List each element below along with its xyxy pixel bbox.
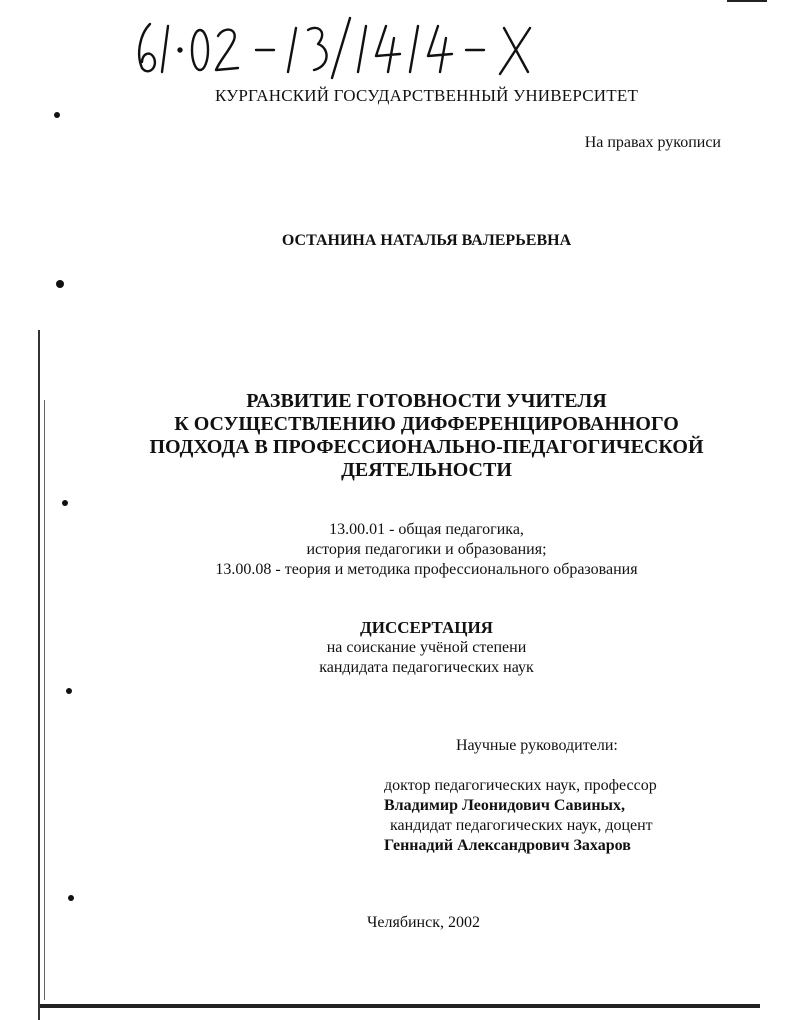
supervisors-heading: Научные руководители:: [456, 737, 618, 754]
supervisors-list: [384, 776, 657, 856]
dissertation-title: [30, 390, 793, 482]
handwritten-archive-number: [132, 14, 562, 80]
supervisor-name: Геннадий Александрович Захаров: [384, 837, 631, 854]
title-line: К ОСУЩЕСТВЛЕНИЮ ДИФФЕРЕНЦИРОВАННОГО: [174, 413, 679, 435]
document-type: ДИССЕРТАЦИЯ: [360, 618, 493, 637]
degree-block: [30, 618, 793, 678]
punch-hole-dot: [66, 688, 72, 694]
degree-line: на соискание учёной степени: [326, 639, 527, 656]
title-line: ДЕЯТЕЛЬНОСТИ: [341, 459, 512, 481]
degree-line: кандидата педагогических наук: [319, 659, 534, 676]
punch-hole-dot: [62, 500, 68, 506]
manuscript-rights-note: На правах рукописи: [584, 134, 721, 151]
specialty-line: 13.00.08 - теория и методика профессионального образования: [215, 561, 638, 578]
title-line: РАЗВИТИЕ ГОТОВНОСТИ УЧИТЕЛЯ: [246, 390, 607, 412]
specialty-line: 13.00.01 - общая педагогика,: [329, 521, 524, 538]
title-line: ПОДХОДА В ПРОФЕССИОНАЛЬНО-ПЕДАГОГИЧЕСКОЙ: [149, 436, 704, 458]
supervisor-name: Владимир Леонидович Савиных,: [384, 797, 626, 814]
author-name: ОСТАНИНА НАТАЛЬЯ ВАЛЕРЬЕВНА: [281, 232, 572, 249]
university-name: КУРГАНСКИЙ ГОСУДАРСТВЕННЫЙ УНИВЕРСИТЕТ: [214, 86, 639, 105]
specialty-line: история педагогики и образования;: [306, 541, 547, 558]
supervisor-title: кандидат педагогических наук, доцент: [390, 817, 653, 834]
punch-hole-dot: [68, 895, 74, 901]
punch-hole-dot: [54, 112, 60, 118]
specialty-codes: [30, 520, 793, 580]
city-year: Челябинск, 2002: [367, 914, 480, 931]
scan-mark-top: [727, 0, 767, 2]
scan-edge-line-secondary: [44, 400, 45, 1000]
scan-bottom-line: [40, 1004, 760, 1008]
punch-hole-dot: [56, 280, 64, 288]
supervisor-title: доктор педагогических наук, профессор: [384, 777, 657, 794]
